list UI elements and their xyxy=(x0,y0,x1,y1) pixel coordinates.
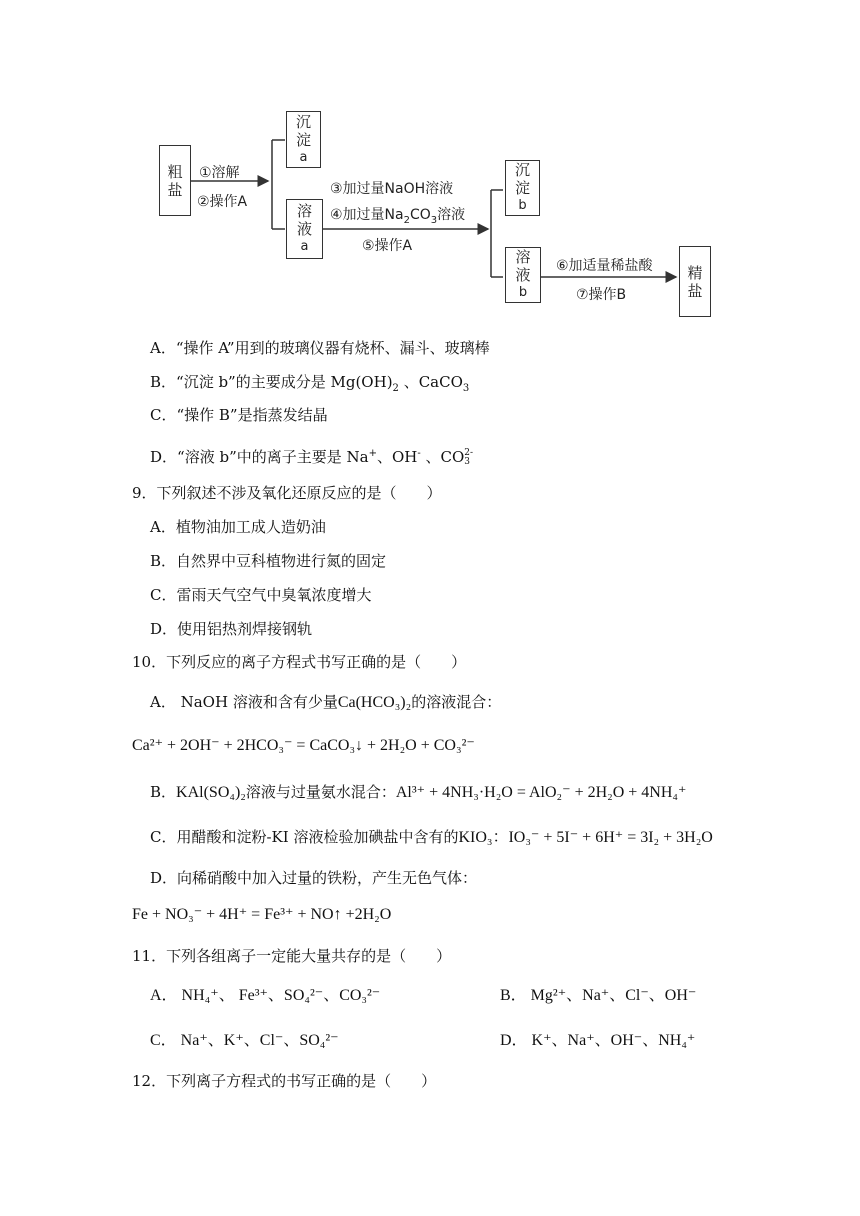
flowchart-lines xyxy=(0,0,860,330)
q11-option-a: A． NH₄⁺、 Fe³⁺、SO₄²⁻、CO₃²⁻ xyxy=(150,987,381,1004)
q10-option-d: D．向稀硝酸中加入过量的铁粉，产生无色气体： xyxy=(150,869,478,887)
step-2-label: ②操作A xyxy=(197,194,248,210)
q10-option-a: A． NaOH 溶液和含有少量Ca(HCO₃)₂的溶液混合： xyxy=(150,693,502,711)
q11-option-d: D． K⁺、Na⁺、OH⁻、NH₄⁺ xyxy=(500,1032,696,1049)
step-5-label: ⑤操作A xyxy=(362,238,413,254)
q9-option-d: D．使用铝热剂焊接钢轨 xyxy=(150,620,313,638)
fine-salt-box: 精 盐 xyxy=(679,246,711,317)
crude-salt-box: 粗 盐 xyxy=(159,145,191,216)
solution-b-box: 溶 液 b xyxy=(505,247,541,303)
solution-a-box: 溶 液 a xyxy=(286,199,323,259)
step-4-label: ④加过量$Na_2CO_3$溶液 xyxy=(330,207,466,226)
q10-option-b: B．KAl(SO₄)₂溶液与过量氨水混合：Al³⁺ + 4NH₃·H₂O = AlO₂⁻ + 2H₂O + 4NH₄⁺ xyxy=(150,783,687,801)
q12-stem: 12．下列离子方程式的书写正确的是（ ） xyxy=(132,1072,437,1090)
q9-option-b: B．自然界中豆科植物进行氮的固定 xyxy=(150,552,387,570)
q10-option-a-equation: Ca²⁺ + 2OH⁻ + 2HCO₃⁻ = CaCO₃↓ + 2H₂O + CO₃²⁻ xyxy=(132,737,475,754)
precipitate-a-box: 沉 淀 a xyxy=(286,111,321,168)
q8-option-d: D．“溶液 b”中的离子主要是 Na+、OH- 、CO 2- 3 xyxy=(150,448,474,467)
q11-option-c: C． Na⁺、K⁺、Cl⁻、SO₄²⁻ xyxy=(150,1032,339,1049)
step-6-label: ⑥加适量稀盐酸 xyxy=(556,258,653,274)
q9-option-a: A．植物油加工成人造奶油 xyxy=(150,518,326,536)
q11-stem: 11．下列各组离子一定能大量共存的是（ ） xyxy=(132,947,452,965)
precipitate-b-box: 沉 淀 b xyxy=(505,160,540,216)
q8-option-b: B．“沉淀 b”的主要成分是 $Mg(OH)_2$ 、CaCO$_3$ xyxy=(150,373,470,394)
q10-stem: 10．下列反应的离子方程式书写正确的是（ ） xyxy=(132,653,467,671)
q10-option-c: C．用醋酸和淀粉-KI 溶液检验加碘盐中含有的KIO₃：IO₃⁻ + 5I⁻ + 6H⁺ = 3I₂ + 3H₂O xyxy=(150,828,713,846)
q8-option-c: C．“操作 B”是指蒸发结晶 xyxy=(150,406,328,424)
q9-option-c: C．雷雨天气空气中臭氧浓度增大 xyxy=(150,586,372,604)
q9-stem: 9．下列叙述不涉及氧化还原反应的是（ ） xyxy=(132,484,442,502)
step-3-label: ③加过量NaOH溶液 xyxy=(330,181,454,197)
q10-option-d-equation: Fe + NO₃⁻ + 4H⁺ = Fe³⁺ + NO↑ +2H₂O xyxy=(132,906,392,923)
step-7-label: ⑦操作B xyxy=(576,287,627,303)
q11-option-b: B． Mg²⁺、Na⁺、Cl⁻、OH⁻ xyxy=(500,987,697,1004)
q8-option-a: A．“操作 A”用到的玻璃仪器有烧杯、漏斗、玻璃棒 xyxy=(150,339,490,357)
step-1-label: ①溶解 xyxy=(199,165,240,181)
